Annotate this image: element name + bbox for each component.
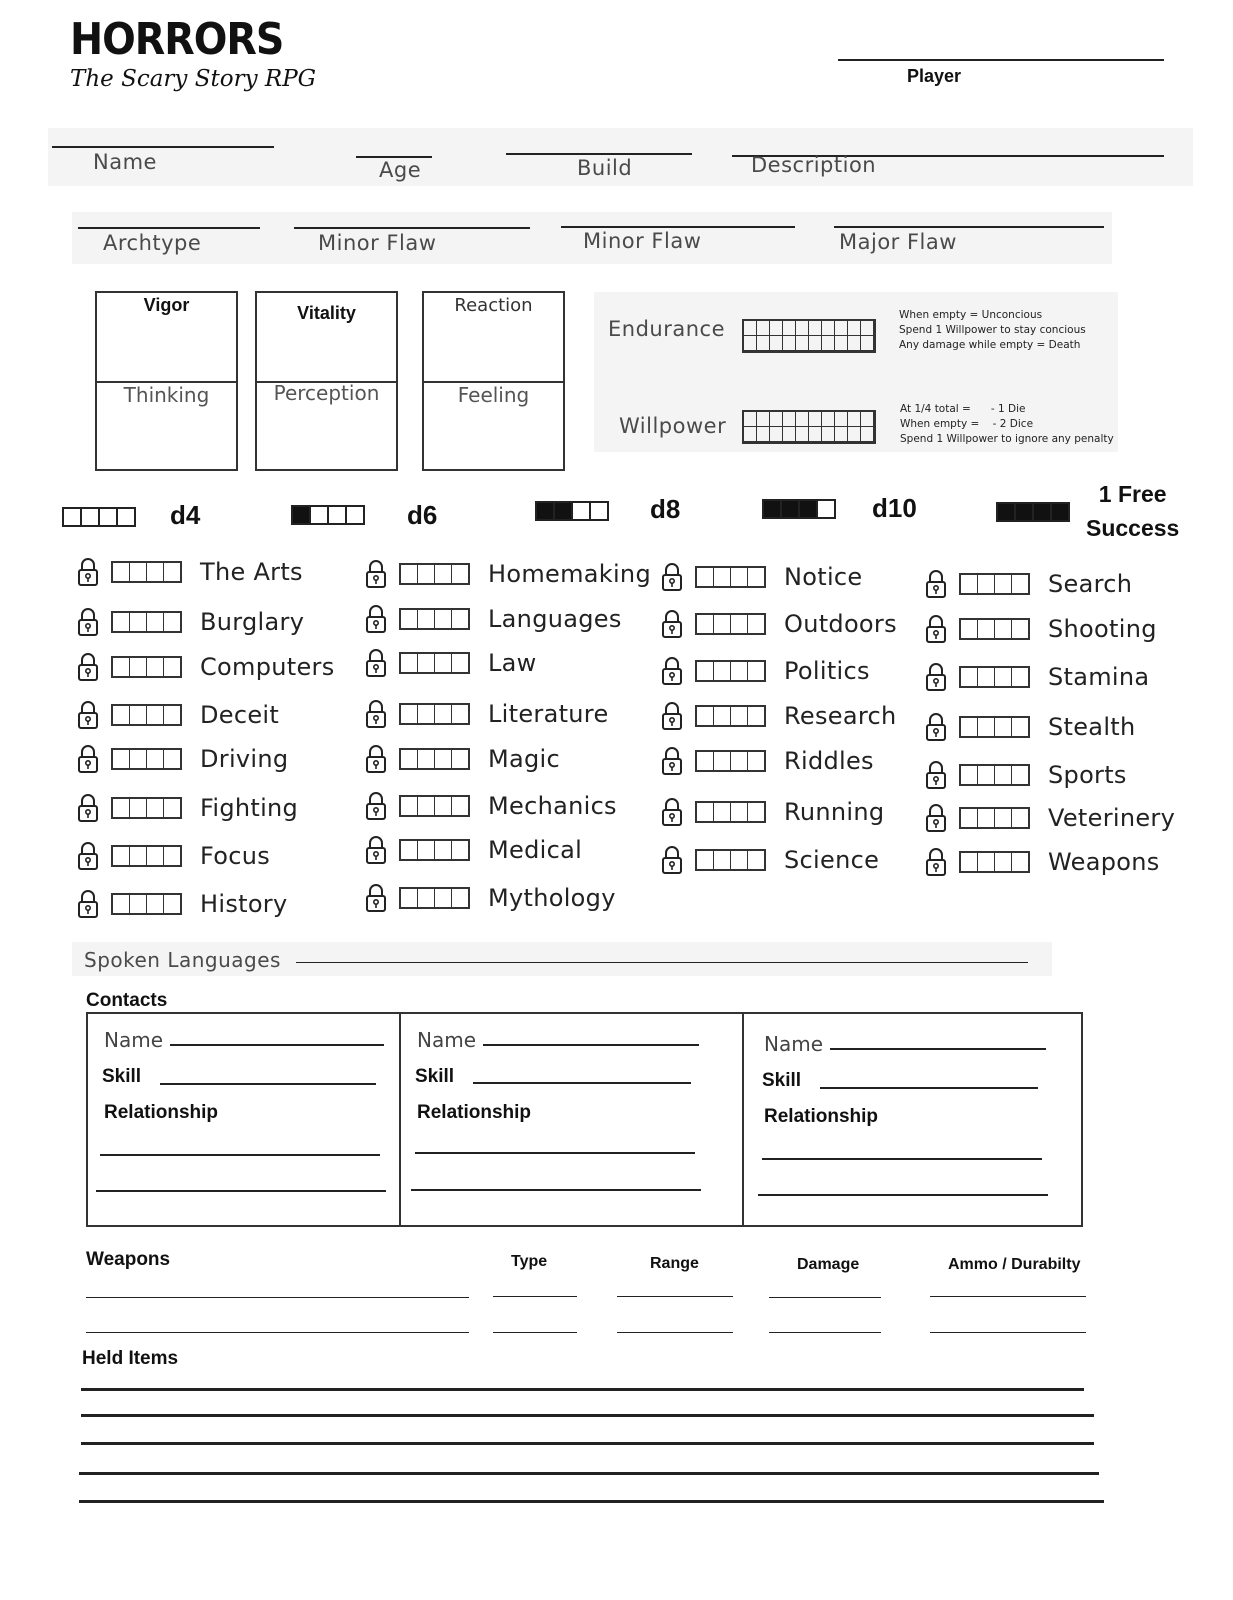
minor-flaw-1-field[interactable] [294, 227, 530, 229]
contact-skill-field[interactable] [820, 1087, 1038, 1089]
skill-row-homemaking[interactable] [365, 558, 651, 590]
spoken-languages-field[interactable] [296, 962, 1028, 963]
skill-track[interactable] [399, 887, 470, 909]
archetype-field[interactable] [78, 227, 260, 229]
weapon-range-line-2[interactable] [617, 1332, 733, 1333]
contact-relationship-line-1[interactable] [100, 1154, 380, 1156]
skill-row-deceit[interactable] [77, 699, 279, 731]
contact-relationship-label: Relationship [104, 1102, 219, 1123]
contact-card-1[interactable] [88, 1014, 398, 1226]
dice-track-5 [996, 502, 1070, 522]
skill-row-mythology[interactable] [365, 882, 616, 914]
willpower-notes: At 1/4 total = - 1 Die When empty = - 2 Dice Spend 1 Willpower to ignore any penalty [900, 403, 1114, 445]
skill-row-shooting[interactable] [925, 613, 1157, 645]
lock-icon [77, 889, 99, 919]
weapon-type-line-1[interactable] [493, 1296, 577, 1297]
skill-track[interactable] [695, 566, 766, 588]
attribute-vigor: Vigor [143, 295, 190, 315]
weapon-damage-line-1[interactable] [769, 1297, 881, 1298]
lock-icon [365, 699, 387, 729]
skill-name: Burglary [200, 608, 305, 636]
minor-flaw-2-field[interactable] [561, 226, 795, 228]
skill-row-computers[interactable] [77, 651, 335, 683]
minor-flaw-2-label: Minor Flaw [583, 229, 702, 253]
skill-name: Mythology [488, 884, 616, 912]
skill-track[interactable] [959, 807, 1030, 829]
dice-label: d8 [650, 494, 681, 524]
skill-name: Search [1048, 570, 1133, 598]
lock-icon [365, 791, 387, 821]
skill-track[interactable] [959, 764, 1030, 786]
weapon-name-line-2[interactable] [86, 1332, 469, 1333]
lock-icon [661, 701, 683, 731]
attribute-reaction: Reaction [454, 295, 533, 316]
build-field[interactable] [506, 153, 692, 155]
skill-track[interactable] [399, 748, 470, 770]
skill-name: The Arts [200, 558, 303, 586]
endurance-notes: When empty = Unconcious Spend 1 Willpower to stay concious Any damage while empty = Death [899, 309, 1086, 351]
skill-track[interactable] [695, 750, 766, 772]
skill-row-driving[interactable] [77, 743, 288, 775]
skill-name: Riddles [784, 747, 874, 775]
skill-row-riddles[interactable] [661, 745, 874, 777]
skill-track[interactable] [111, 611, 182, 633]
skill-track[interactable] [111, 748, 182, 770]
willpower-track[interactable] [742, 410, 876, 444]
skill-row-medical[interactable] [365, 834, 582, 866]
lock-icon [365, 648, 387, 678]
lock-icon [661, 797, 683, 827]
build-label: Build [577, 156, 633, 180]
weapon-type-header: Type [511, 1253, 548, 1270]
skill-track[interactable] [399, 608, 470, 630]
skill-track[interactable] [695, 660, 766, 682]
willpower-label: Willpower [619, 414, 727, 438]
lock-icon [925, 803, 947, 833]
skill-name: Weapons [1048, 848, 1160, 876]
skill-name: Languages [488, 605, 622, 633]
description-label: Description [751, 153, 877, 177]
skill-track[interactable] [959, 716, 1030, 738]
major-flaw-field[interactable] [834, 226, 1104, 228]
lock-icon [925, 662, 947, 692]
weapons-title: Weapons [86, 1249, 171, 1270]
game-subtitle: The Scary Story RPG [70, 66, 317, 92]
lock-icon [365, 835, 387, 865]
contact-relationship-line-1[interactable] [762, 1158, 1042, 1160]
lock-icon [661, 609, 683, 639]
contact-skill-label: Skill [415, 1066, 455, 1087]
skill-name: Focus [200, 842, 271, 870]
skill-track[interactable] [111, 797, 182, 819]
lock-icon [661, 746, 683, 776]
contact-skill-label: Skill [762, 1070, 802, 1091]
skill-row-languages[interactable] [365, 603, 622, 635]
skill-track[interactable] [399, 652, 470, 674]
archetype-label: Archtype [103, 231, 202, 255]
lock-icon [661, 656, 683, 686]
skill-name: Veterinery [1048, 804, 1176, 832]
skill-row-law[interactable] [365, 647, 537, 679]
skill-name: Stealth [1048, 713, 1136, 741]
player-label: Player [907, 66, 962, 86]
skill-row-research[interactable] [661, 700, 897, 732]
game-title: HORRORS [70, 14, 284, 65]
skill-track[interactable] [959, 851, 1030, 873]
contact-skill-field[interactable] [473, 1082, 691, 1084]
skill-name: Literature [488, 700, 609, 728]
weapon-range-line-1[interactable] [617, 1296, 733, 1297]
weapon-ammo-header: Ammo / Durabilty [948, 1256, 1081, 1273]
skill-row-weapons[interactable] [925, 846, 1160, 878]
attribute-feeling: Feeling [457, 383, 530, 407]
skill-name: Fighting [200, 794, 299, 822]
skill-row-fighting[interactable] [77, 792, 298, 824]
lock-icon [925, 569, 947, 599]
free-success-line-1: 1 Free [1098, 481, 1167, 507]
skill-track[interactable] [695, 613, 766, 635]
age-label: Age [379, 158, 422, 182]
skill-row-notice[interactable] [661, 561, 862, 593]
skill-track[interactable] [695, 801, 766, 823]
weapon-damage-line-2[interactable] [769, 1332, 881, 1333]
skill-name: Science [784, 846, 880, 874]
skill-track[interactable] [959, 618, 1030, 640]
skill-row-magic[interactable] [365, 743, 560, 775]
lock-icon [365, 559, 387, 589]
contact-relationship-line-2[interactable] [411, 1189, 701, 1191]
skill-track[interactable] [959, 573, 1030, 595]
dice-label: d4 [170, 500, 201, 530]
held-item-line-5[interactable] [79, 1500, 1104, 1503]
lock-icon [661, 845, 683, 875]
player-field[interactable] [838, 59, 1164, 61]
lock-icon [77, 700, 99, 730]
weapon-range-header: Range [650, 1255, 699, 1272]
held-item-line-1[interactable] [81, 1388, 1084, 1391]
skill-name: Driving [200, 745, 289, 773]
free-success-line-2: Success [1086, 515, 1180, 541]
lock-icon [925, 847, 947, 877]
skill-name: Computers [200, 653, 335, 681]
skill-row-search[interactable] [925, 568, 1132, 600]
contact-skill-field[interactable] [160, 1083, 376, 1085]
contact-name-label: Name [417, 1028, 477, 1052]
skill-row-veterinery[interactable] [925, 802, 1175, 834]
minor-flaw-1-label: Minor Flaw [318, 231, 437, 255]
dice-track-2 [291, 505, 365, 525]
lock-icon [365, 744, 387, 774]
skill-name: Medical [488, 836, 583, 864]
weapon-damage-header: Damage [797, 1256, 860, 1273]
lock-icon [77, 841, 99, 871]
dice-label: d10 [872, 493, 917, 523]
skill-name: Stamina [1048, 663, 1150, 691]
skill-row-stamina[interactable] [925, 661, 1149, 693]
lock-icon [925, 614, 947, 644]
name-field[interactable] [52, 146, 274, 148]
skill-row-history[interactable] [77, 888, 287, 920]
lock-icon [661, 562, 683, 592]
held-item-line-3[interactable] [81, 1442, 1094, 1445]
skill-name: Mechanics [488, 792, 617, 820]
endurance-track[interactable] [742, 319, 876, 353]
free-success-label [1086, 477, 1179, 545]
lock-icon [925, 760, 947, 790]
contact-name-field[interactable] [830, 1048, 1046, 1050]
skill-row-outdoors[interactable] [661, 608, 897, 640]
skill-row-sports[interactable] [925, 759, 1127, 791]
weapon-ammo-line-2[interactable] [930, 1332, 1086, 1333]
held-item-line-2[interactable] [81, 1414, 1094, 1417]
skill-name: Magic [488, 745, 561, 773]
skill-name: History [200, 890, 288, 918]
skill-name: Politics [784, 657, 870, 685]
attribute-box-vitality[interactable] [255, 291, 398, 471]
lock-icon [365, 883, 387, 913]
skill-row-stealth[interactable] [925, 711, 1136, 743]
skill-track[interactable] [111, 845, 182, 867]
skill-track[interactable] [399, 839, 470, 861]
skill-name: Research [784, 702, 897, 730]
contact-name-label: Name [764, 1032, 824, 1056]
weapon-name-line-1[interactable] [86, 1297, 469, 1298]
lock-icon [365, 604, 387, 634]
skill-row-burglary[interactable] [77, 606, 304, 638]
contact-relationship-label: Relationship [417, 1102, 532, 1123]
attribute-thinking: Thinking [123, 383, 210, 407]
skill-track[interactable] [959, 666, 1030, 688]
contact-card-3[interactable] [744, 1014, 1082, 1226]
lock-icon [77, 557, 99, 587]
contact-relationship-label: Relationship [764, 1106, 879, 1127]
skill-track[interactable] [399, 563, 470, 585]
attribute-box-vigor[interactable] [95, 291, 238, 471]
endurance-label: Endurance [608, 317, 725, 341]
lock-icon [77, 793, 99, 823]
skill-track[interactable] [111, 561, 182, 583]
skill-track[interactable] [695, 705, 766, 727]
skill-name: Shooting [1048, 615, 1157, 643]
skill-row-the-arts[interactable] [77, 556, 303, 588]
contacts-title: Contacts [86, 990, 168, 1011]
skill-row-literature[interactable] [365, 698, 609, 730]
skill-track[interactable] [695, 849, 766, 871]
held-items-title: Held Items [82, 1348, 179, 1369]
skill-row-mechanics[interactable] [365, 790, 617, 822]
lock-icon [77, 652, 99, 682]
attribute-box-reaction[interactable] [422, 291, 565, 471]
lock-icon [77, 607, 99, 637]
contact-relationship-line-1[interactable] [415, 1152, 695, 1154]
held-item-line-4[interactable] [79, 1472, 1099, 1475]
dice-track-1 [62, 507, 136, 527]
weapon-type-line-2[interactable] [493, 1332, 577, 1333]
skill-track[interactable] [111, 893, 182, 915]
skill-row-focus[interactable] [77, 840, 270, 872]
skill-track[interactable] [399, 795, 470, 817]
contact-name-field[interactable] [483, 1044, 699, 1046]
skill-row-science[interactable] [661, 844, 879, 876]
skill-track[interactable] [111, 656, 182, 678]
skill-row-running[interactable] [661, 796, 884, 828]
skill-track[interactable] [111, 704, 182, 726]
lock-icon [925, 712, 947, 742]
lock-icon [77, 744, 99, 774]
major-flaw-label: Major Flaw [839, 230, 957, 254]
dice-track-3 [535, 501, 609, 521]
skill-name: Sports [1048, 761, 1127, 789]
attribute-perception: Perception [273, 381, 380, 405]
skill-name: Homemaking [488, 560, 651, 588]
contact-name-field[interactable] [170, 1044, 384, 1046]
dice-track-4 [762, 499, 836, 519]
contact-relationship-line-2[interactable] [96, 1190, 386, 1192]
skill-name: Running [784, 798, 885, 826]
skill-row-politics[interactable] [661, 655, 870, 687]
skill-name: Law [488, 649, 537, 677]
dice-label: d6 [407, 500, 438, 530]
skill-name: Notice [784, 563, 863, 591]
weapon-ammo-line-1[interactable] [930, 1296, 1086, 1297]
skill-name: Deceit [200, 701, 280, 729]
contact-name-label: Name [104, 1028, 164, 1052]
name-label: Name [93, 150, 157, 174]
contact-skill-label: Skill [102, 1066, 142, 1087]
contact-card-2[interactable] [401, 1014, 741, 1226]
contact-relationship-line-2[interactable] [758, 1194, 1048, 1196]
spoken-languages-label: Spoken Languages [84, 948, 281, 972]
attribute-vitality: Vitality [297, 303, 356, 323]
skill-track[interactable] [399, 703, 470, 725]
skill-name: Outdoors [784, 610, 897, 638]
